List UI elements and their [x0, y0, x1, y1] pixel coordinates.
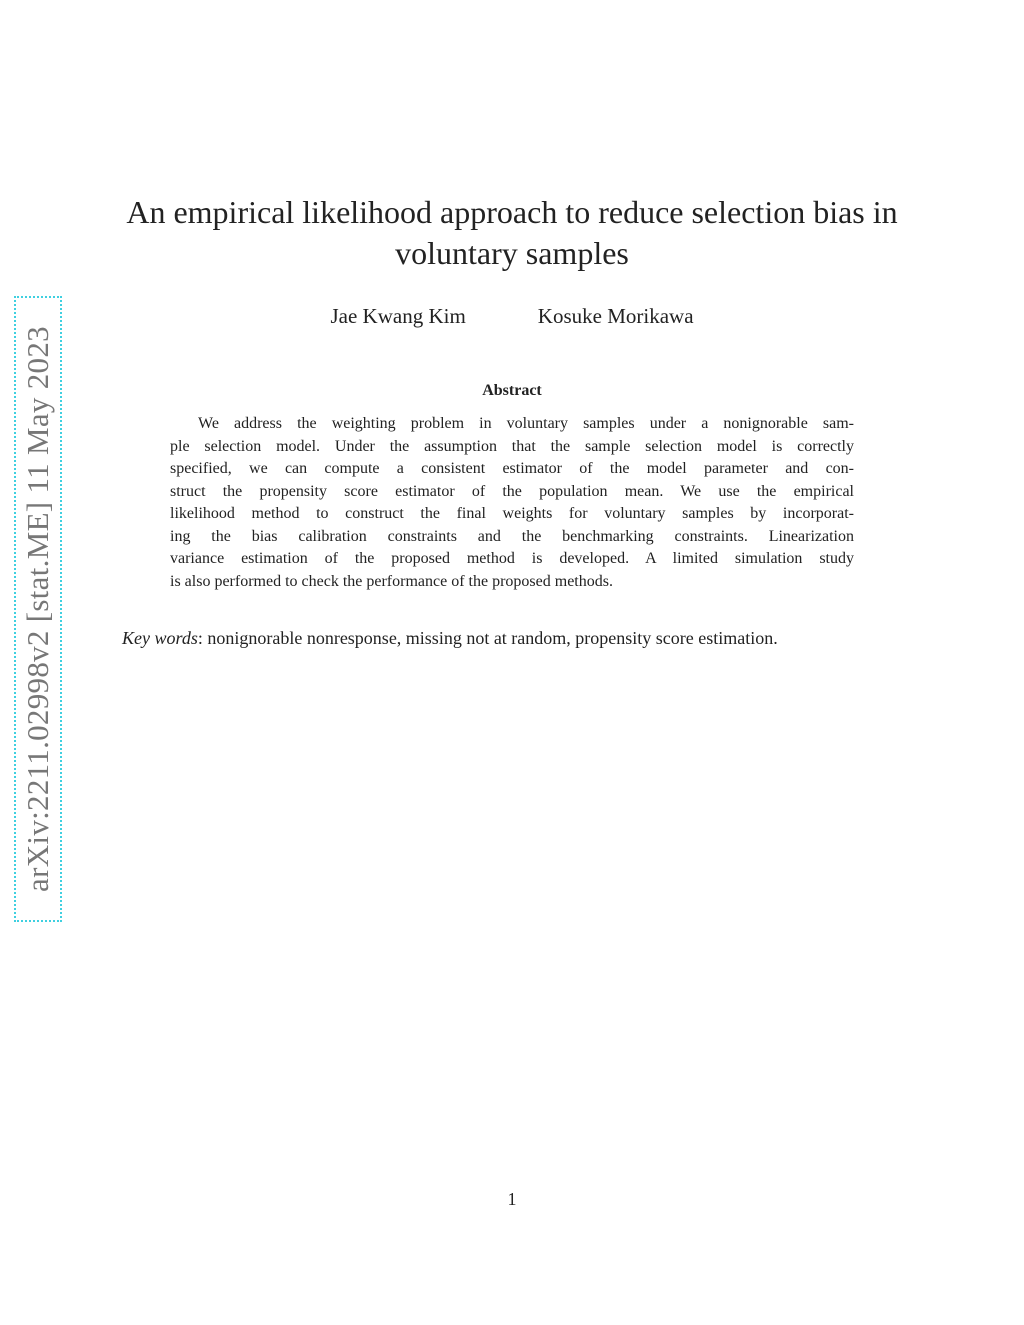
abstract-heading: Abstract	[482, 382, 542, 399]
paper-title: An empirical likelihood approach to reduce selection bias in voluntary samples	[126, 194, 898, 271]
author-name: Jae Kwang Kim	[330, 304, 466, 328]
abstract-line: struct the propensity score estimator of the population mean. We use the empirical	[170, 482, 854, 500]
keywords	[122, 626, 922, 650]
abstract-body	[170, 413, 854, 593]
keywords-label: Key words	[122, 628, 198, 648]
author-list	[0, 302, 1024, 330]
abstract-line: is also performed to check the performance of the proposed methods.	[170, 572, 613, 590]
abstract-line: ing the bias calibration constraints and the benchmarking constraints. Linearization	[170, 527, 854, 545]
page-number: 1	[507, 1189, 517, 1209]
abstract-line: specified, we can compute a consistent estimator of the model parameter and con-	[170, 460, 854, 477]
abstract-line: likelihood method to construct the final weights for voluntary samples by incorporat-	[170, 505, 854, 522]
author-name: Kosuke Morikawa	[537, 304, 694, 328]
abstract-line: ple selection model. Under the assumption that the sample selection model is correctly	[170, 437, 854, 455]
arxiv-identifier-text: arXiv:2211.02998v2 [stat.ME] 11 May 2023	[20, 326, 56, 892]
abstract-line: We address the weighting problem in voluntary samples under a nonignorable sam-	[198, 415, 854, 432]
abstract-line: variance estimation of the proposed method is developed. A limited simulation study	[170, 550, 854, 567]
keywords-text: : nonignorable nonresponse, missing not at random, propensity score estimation.	[197, 628, 778, 648]
